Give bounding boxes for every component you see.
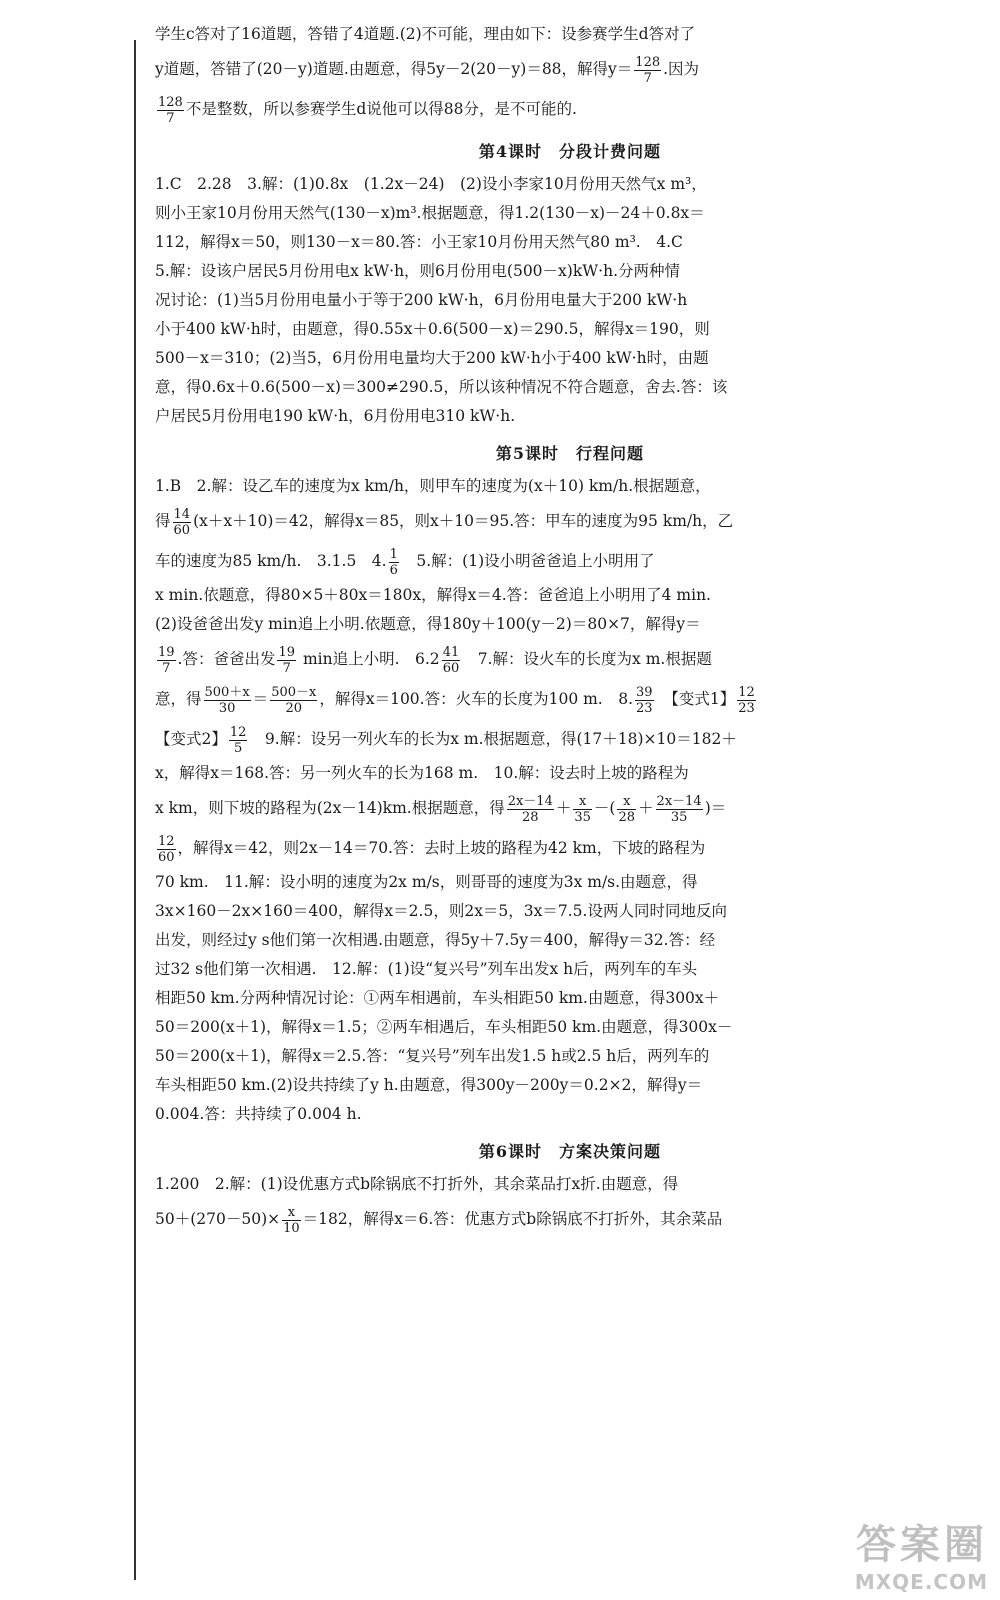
s4-line: 则小王家10月份用天然气(130－x)m³.根据题意，得1.2(130－x)－24＋0.8x＝ xyxy=(155,204,705,222)
s4-line: 1.C 2.28 3.解：(1)0.8x (1.2x－24) (2)设小李家10月份用天然气x m³， xyxy=(155,175,707,193)
s6-line: 50＋(270－50)× $\frac{x}{10}$ ＝182，解得x＝6.答：优惠方式b除锅底不打折外，其余菜品 xyxy=(155,1204,723,1236)
s5-line: 50＝200(x＋1)，解得x＝1.5；②两车相遇后，车头相距50 km.由题意，得300x－ xyxy=(155,1018,733,1036)
s4-line: 户居民5月份用电190 kW·h，6月份用电310 kW·h. xyxy=(155,407,516,425)
fraction: $\frac{19}{7}$ xyxy=(158,644,175,676)
fraction: $\frac{x}{28}$ xyxy=(618,793,636,825)
s5-line: 出发，则经过y s他们第一次相遇.由题意，得5y＋7.5y＝400，解得y＝32.答：经 xyxy=(155,931,716,949)
watermark xyxy=(855,1513,988,1594)
s4-line: 500－x＝310；(2)当5，6月份用电量均大于200 kW·h小于400 kW·h时，由题 xyxy=(155,349,709,367)
intro-line-2: y道题，答错了(20－y)道题.由题意，得5y－2(20－y)＝88，解得y＝ $\frac{128}{7}$ .因为 xyxy=(155,54,700,86)
s6-line: 1.200 2.解：(1)设优惠方式b除锅底不打折外，其余菜品打x折.由题意，得 xyxy=(155,1175,679,1193)
fraction: $\frac{2x-14}{35}$ xyxy=(656,793,702,825)
s4-line: 小于400 kW·h时，由题意，得0.55x＋0.6(500－x)＝290.5，解得x＝190，则 xyxy=(155,320,710,338)
fraction: $\frac{41}{60}$ xyxy=(442,644,460,676)
s4-line: 意，得0.6x＋0.6(500－x)＝300≠290.5，所以该种情况不符合题意，舍去.答：该 xyxy=(155,378,728,396)
fraction: $\frac{x}{35}$ xyxy=(574,793,591,825)
fraction: $\frac{12}{60}$ xyxy=(158,833,175,865)
s5-line: 50＝200(x＋1)，解得x＝2.5.答：“复兴号”列车出发1.5 h或2.5 h后，两列车的 xyxy=(155,1047,710,1065)
s5-line: (2)设爸爸出发y min追上小明.依题意，得180y＋100(y－2)＝80×7，解得y＝ xyxy=(155,615,701,633)
s5-line: x km，则下坡的路程为(2x－14)km.根据题意，得 $\frac{2x-14}{28}$ ＋ $\frac{x}{35}$ －( $\frac{x}{28}$ ＋ $\frac{2x-14}{35}$ )＝ xyxy=(155,793,727,825)
s4-line: 112，解得x＝50，则130－x＝80.答：小王家10月份用天然气80 m³. 4.C xyxy=(155,233,683,251)
s5-line: 【变式2】 $\frac{12}{5}$ 9.解：设另一列火车的长为x m.根据题意，得(17＋18)×10＝182＋ xyxy=(155,724,737,756)
s4-line: 5.解：设该户居民5月份用电x kW·h，则6月份用电(500－x)kW·h.分两种情 xyxy=(155,262,680,280)
intro-line-1: 学生c答对了16道题，答错了4道题.(2)不可能，理由如下：设参赛学生d答对了 xyxy=(155,25,696,43)
fraction: $\frac{128}{7}$ xyxy=(635,54,661,86)
answer-column xyxy=(155,20,985,1239)
s5-line: x min.依题意，得80×5＋80x＝180x，解得x＝4.答：爸爸追上小明用了4 min. xyxy=(155,586,711,604)
section-title-5: 第5课时 行程问题 xyxy=(495,444,645,463)
s5-line: 过32 s他们第一次相遇. 12.解：(1)设“复兴号”列车出发x h后，两列车的车头 xyxy=(155,960,698,978)
s5-line: 70 km. 11.解：设小明的速度为2x m/s，则哥哥的速度为3x m/s.由题意，得 xyxy=(155,873,698,891)
s5-line: 车的速度为85 km/h. 3.1.5 4. $\frac{1}{6}$ 5.解：(1)设小明爸爸追上小明用了 xyxy=(155,546,655,578)
fraction: $\frac{12}{23}$ xyxy=(738,684,755,716)
s5-line: $\frac{19}{7}$ .答：爸爸出发 $\frac{19}{7}$ min追上小明. 6.2 $\frac{41}{60}$ 7.解：设火车的长度为x m.根据题 xyxy=(158,644,712,676)
section-title-6: 第6课时 方案决策问题 xyxy=(478,1142,662,1161)
section-title-4: 第4课时 分段计费问题 xyxy=(478,142,662,161)
fraction: $\frac{14}{60}$ xyxy=(173,506,191,538)
s5-line: 得 $\frac{14}{60}$ (x＋x＋10)＝42，解得x＝85，则x＋10＝95.答：甲车的速度为95 km/h，乙 xyxy=(155,506,734,538)
s4-line: 况讨论：(1)当5月份用电量小于等于200 kW·h，6月份用电量大于200 kW·h xyxy=(155,291,688,309)
fraction: $\frac{500-x}{20}$ xyxy=(271,684,317,716)
fraction: $\frac{12}{5}$ xyxy=(229,724,247,756)
s5-line: 3x×160－2x×160＝400，解得x＝2.5，则2x＝5，3x＝7.5.设两人同时同地反向 xyxy=(155,902,727,920)
fraction: $\frac{19}{7}$ xyxy=(278,644,296,676)
fraction: $\frac{1}{6}$ xyxy=(389,546,398,578)
fraction: $\frac{2x-14}{28}$ xyxy=(507,793,553,825)
fraction: $\frac{500+x}{30}$ xyxy=(204,684,250,716)
s5-line: 意，得 $\frac{500+x}{30}$ ＝ $\frac{500-x}{20}$ ，解得x＝100.答：火车的长度为100 m. 8. $\frac{39}{23}$ 【变式1】 $\frac{12}{23}$ xyxy=(155,684,755,716)
s5-line: 相距50 km.分两种情况讨论：①两车相遇前，车头相距50 km.由题意，得300x＋ xyxy=(155,989,720,1007)
s5-line: 车头相距50 km.(2)设共持续了y h.由题意，得300y－200y＝0.2×2，解得y＝ xyxy=(155,1076,703,1094)
fraction: $\frac{128}{7}$ xyxy=(158,94,183,126)
s5-line: 0.004.答：共持续了0.004 h. xyxy=(155,1105,362,1123)
intro-line-3: $\frac{128}{7}$ 不是整数，所以参赛学生d说他可以得88分，是不可能的. xyxy=(158,94,577,126)
column-divider xyxy=(134,40,136,1580)
watermark-site: MXQE.COM xyxy=(854,1570,988,1594)
s5-line: x，解得x＝168.答：另一列火车的长为168 m. 10.解：设去时上坡的路程为 xyxy=(155,764,689,782)
fraction: $\frac{x}{10}$ xyxy=(283,1204,300,1236)
fraction: $\frac{39}{23}$ xyxy=(636,684,653,716)
s5-line: 1.B 2.解：设乙车的速度为x km/h，则甲车的速度为(x＋10) km/h.根据题意， xyxy=(155,477,711,495)
s5-line: $\frac{12}{60}$ ，解得x＝42，则2x－14＝70.答：去时上坡的路程为42 km，下坡的路程为 xyxy=(158,833,706,865)
watermark-logo: 答案圈 xyxy=(856,1522,988,1568)
